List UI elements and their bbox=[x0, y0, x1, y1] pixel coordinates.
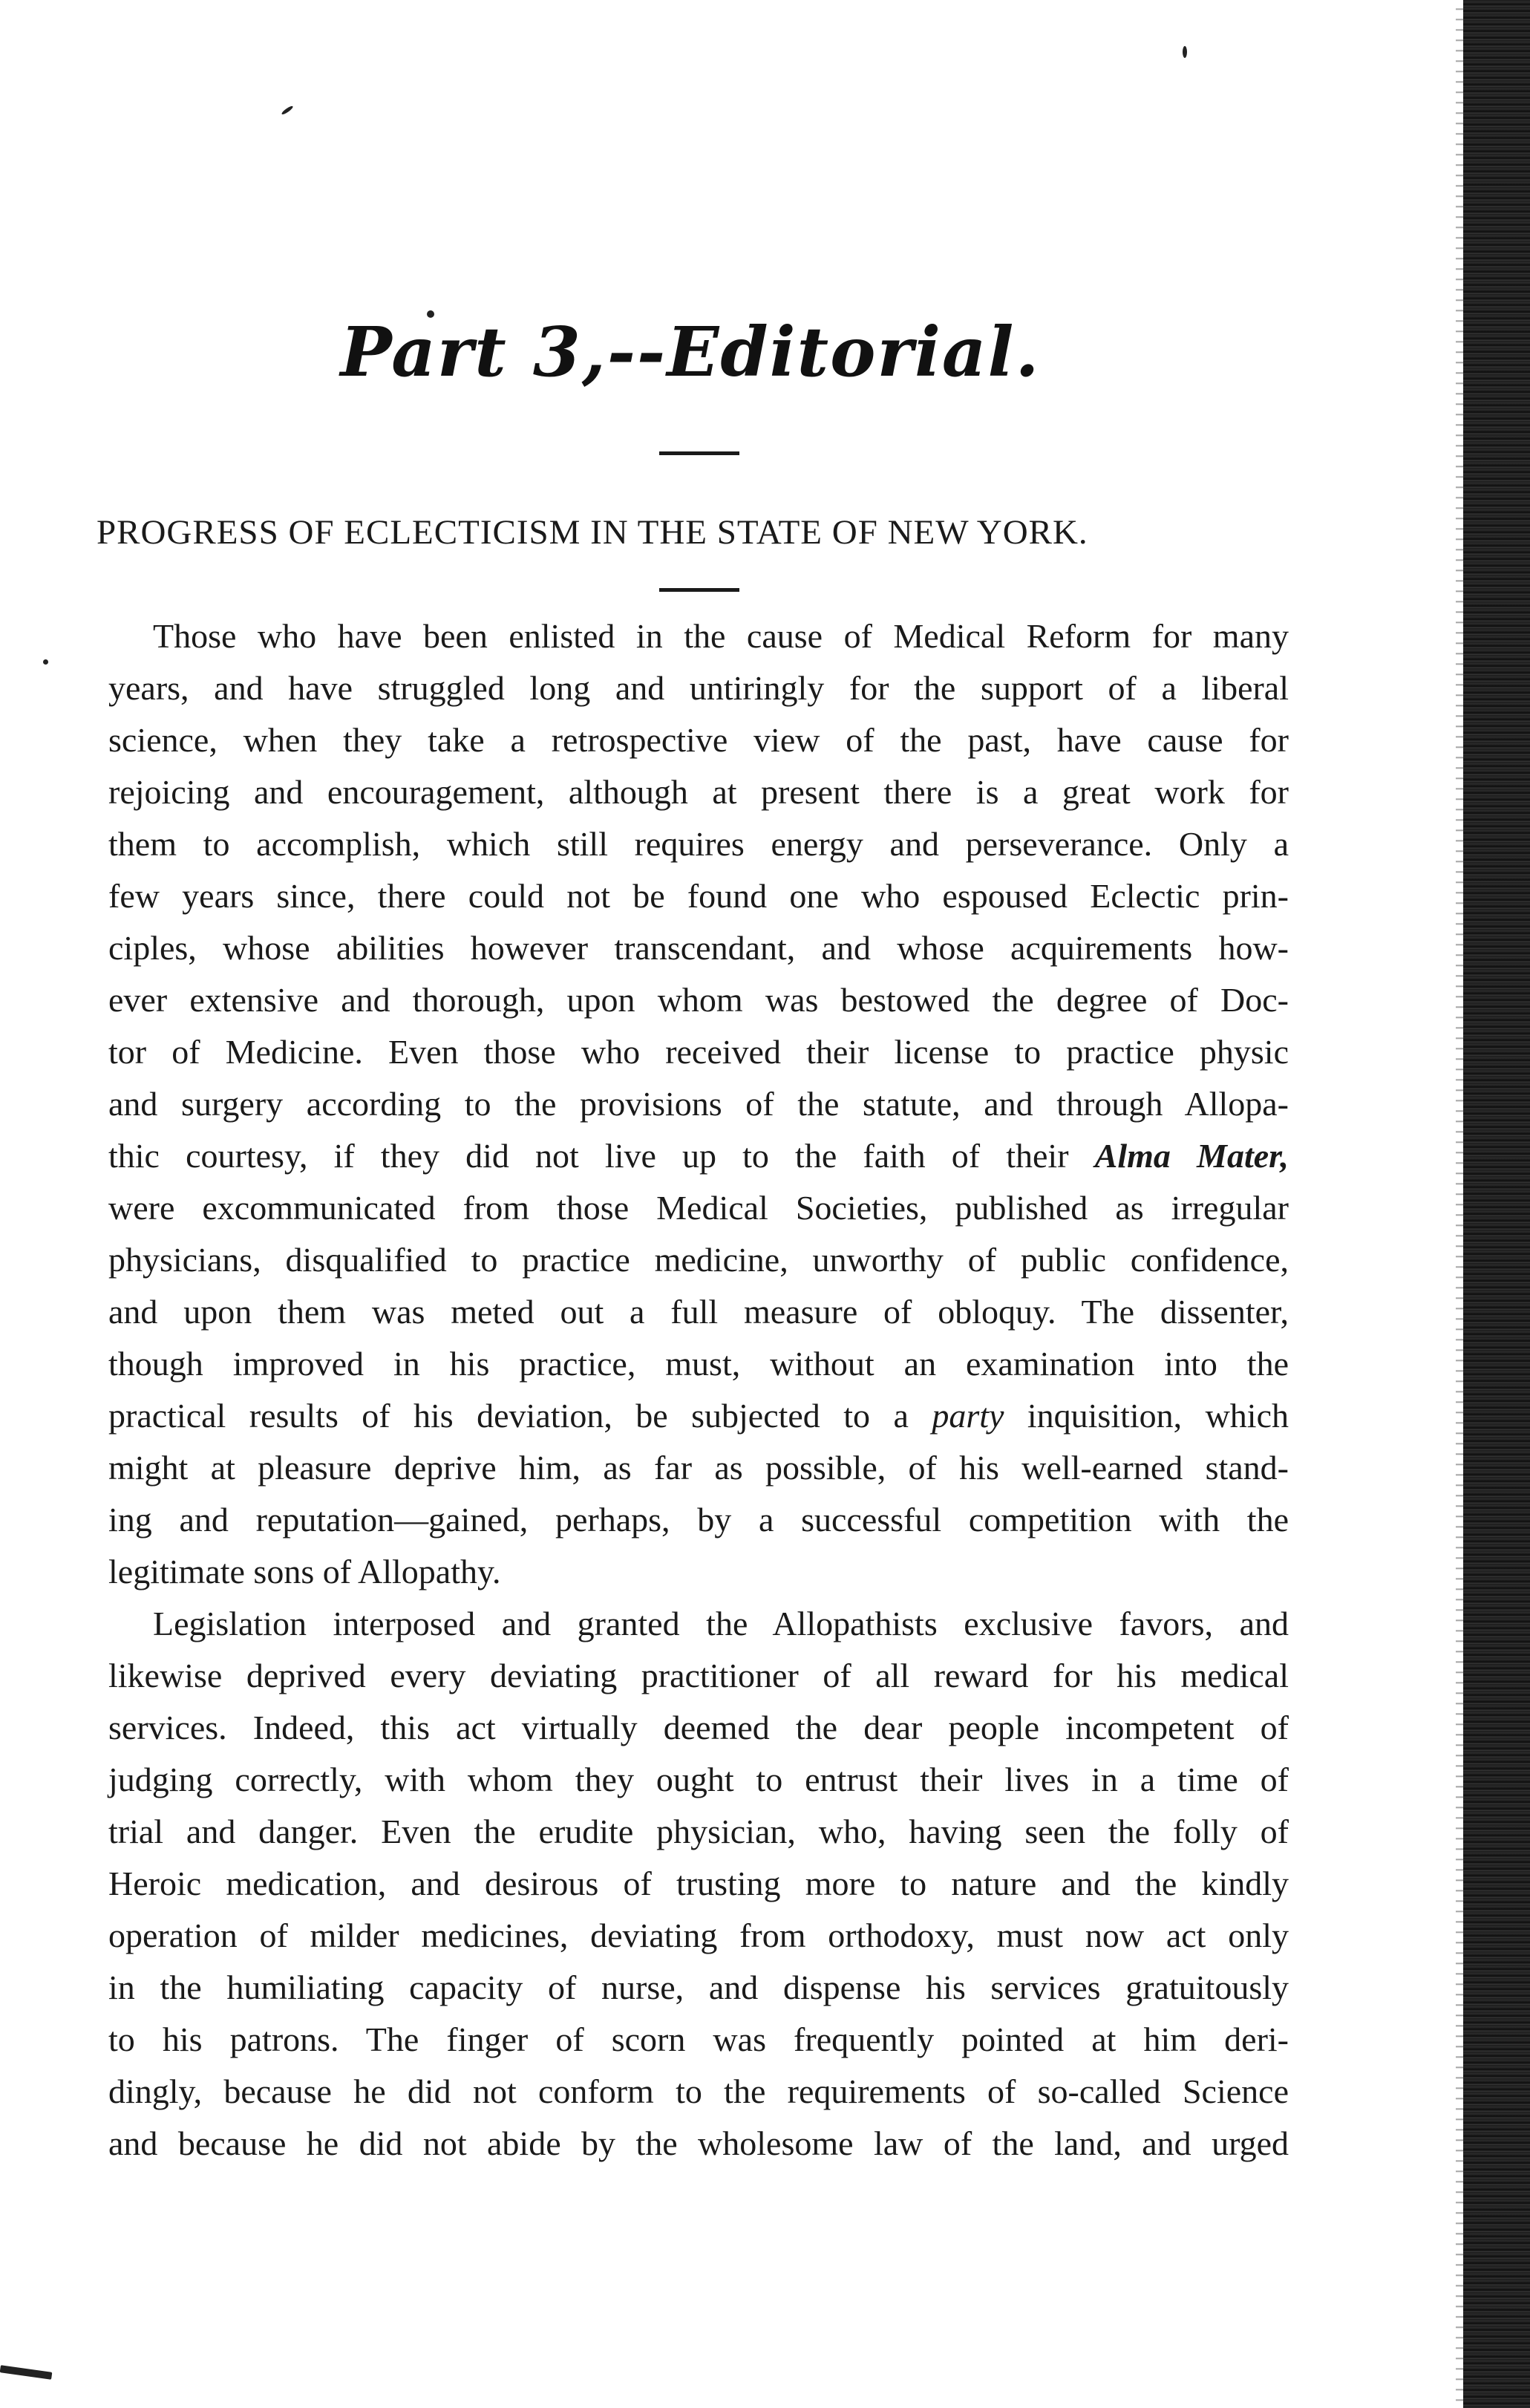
text-line: few years since, there could not be found one who espoused Eclectic prin- bbox=[108, 877, 1289, 915]
page-edge bbox=[1463, 0, 1530, 2408]
text-line: judging correctly, with whom they ought to entrust their lives in a time of bbox=[108, 1761, 1289, 1798]
scan-mark bbox=[0, 2365, 52, 2380]
part-title: Part 3,--Editorial. bbox=[340, 312, 1041, 392]
text-line: Those who have been enlisted in the cause of Medical Reform for many bbox=[153, 617, 1289, 655]
text-line: might at pleasure deprive him, as far as possible, of his well-earned stand- bbox=[108, 1449, 1289, 1487]
text-segment: thic courtesy, if they did not live up to the faith of their bbox=[108, 1137, 1069, 1175]
text-line: though improved in his practice, must, without an examination into the bbox=[108, 1345, 1289, 1383]
text-line: years, and have struggled long and untiringly for the support of a liberal bbox=[108, 669, 1289, 707]
emphasis-party: party bbox=[932, 1397, 1004, 1435]
text-line: Heroic medication, and desirous of trusting more to nature and the kindly bbox=[108, 1864, 1289, 1902]
text-line: ever extensive and thorough, upon whom was bestowed the degree of Doc- bbox=[108, 981, 1289, 1019]
heading-rule bbox=[659, 588, 739, 592]
text-segment: practical results of his deviation, be subjected to a bbox=[108, 1397, 909, 1435]
article-heading: PROGRESS OF ECLECTICISM IN THE STATE OF NEW YORK. bbox=[97, 513, 1088, 552]
text-line: operation of milder medicines, deviating from orthodoxy, must now act only bbox=[108, 1916, 1289, 1954]
scan-mark bbox=[281, 105, 294, 115]
emphasis-alma-mater: Alma Mater, bbox=[1094, 1137, 1289, 1175]
text-line: to his patrons. The finger of scorn was frequently pointed at him deri- bbox=[108, 2020, 1289, 2058]
text-line: and upon them was meted out a full measure of obloquy. The dissenter, bbox=[108, 1293, 1289, 1331]
text-segment: inquisition, which bbox=[1004, 1397, 1289, 1435]
text-line: tor of Medicine. Even those who received their license to practice physic bbox=[108, 1033, 1289, 1071]
text-line bbox=[108, 1390, 1289, 1442]
text-line: them to accomplish, which still requires energy and perseverance. Only a bbox=[108, 825, 1289, 863]
text-line: science, when they take a retrospective view of the past, have cause for bbox=[108, 721, 1289, 759]
text-line: and surgery according to the provisions of the statute, and through Allopa- bbox=[108, 1085, 1289, 1123]
text-line: Legislation interposed and granted the Allopathists exclusive favors, and bbox=[153, 1605, 1289, 1642]
text-line: in the humiliating capacity of nurse, and dispense his services gratuitously bbox=[108, 1968, 1289, 2006]
text-line: ciples, whose abilities however transcendant, and whose acquirements how- bbox=[108, 929, 1289, 967]
text-line: physicians, disqualified to practice medicine, unworthy of public confidence, bbox=[108, 1241, 1289, 1279]
title-rule bbox=[659, 451, 739, 455]
text-line bbox=[108, 1130, 1289, 1182]
article-body bbox=[108, 610, 1289, 2170]
text-line: and because he did not abide by the wholesome law of the land, and urged bbox=[108, 2124, 1289, 2162]
scan-mark bbox=[1183, 46, 1187, 58]
text-line: trial and danger. Even the erudite physician, who, having seen the folly of bbox=[108, 1812, 1289, 1850]
scan-mark bbox=[43, 659, 48, 665]
text-line: likewise deprived every deviating practitioner of all reward for his medical bbox=[108, 1657, 1289, 1694]
text-line: services. Indeed, this act virtually deemed the dear people incompetent of bbox=[108, 1709, 1289, 1746]
text-line: ing and reputation—gained, perhaps, by a successful competition with the bbox=[108, 1501, 1289, 1539]
text-line: dingly, because he did not conform to the requirements of so-called Science bbox=[108, 2072, 1289, 2110]
text-line: were excommunicated from those Medical Societies, published as irregular bbox=[108, 1189, 1289, 1227]
text-line: legitimate sons of Allopathy. bbox=[108, 1553, 501, 1590]
page-edge-shadow bbox=[1456, 0, 1463, 2408]
text-line: rejoicing and encouragement, although at present there is a great work for bbox=[108, 773, 1289, 811]
